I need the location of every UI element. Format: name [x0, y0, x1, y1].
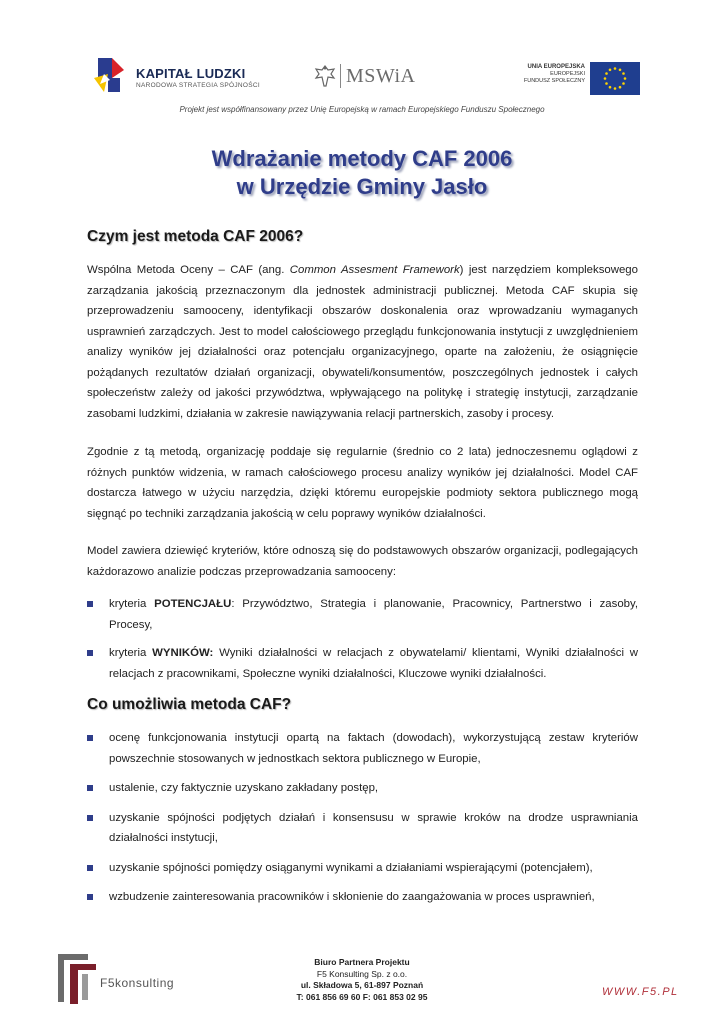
- p1-after: ) jest narzędziem kompleksowego zarządzania jakością przeznaczonym dla jednostek administracji publicznej. Metoda CAF skupia się przeprowadzeniu samooceny, identyfikacji obszarów doskonalenia oraz wprowadzaniu wymaganych usprawnień zarządczych. Jest to model całościowego przeglądu funkcjonowania instytucji z uwzględnieniem analizy wyników jej działalności oraz potencjału organizacyjnego, oparte na założeniu, że osiągnięcie pożądanych rezultatów działań organizacji, obywateli/konsumentów, poszczególnych jednostek i całych społeczeństw zależy od jakości przywództwa, wpływającego na politykę i strategię instytucji, zarządzanie zasobami ludzkimi, działania w zakresie nawiązywania relacji partnerskich, zasoby i procesy.: [87, 264, 638, 420]
- mswia-logo: [314, 62, 434, 90]
- criteria-list: [87, 594, 638, 684]
- list-item: [87, 594, 638, 635]
- benefit-text: uzyskanie spójności podjętych działań i konsensusu w sprawie kroków na drodze usprawniania działalności instytucji,: [109, 811, 638, 844]
- bullet-square-icon: [87, 785, 93, 791]
- benefit-text: wzbudzenie zainteresowania pracowników i skłonienie do zaangażowania w proces usprawnień,: [109, 891, 595, 903]
- criteria-bold: POTENCJAŁU: [154, 598, 232, 610]
- bullet-square-icon: [87, 735, 93, 741]
- criteria-prefix: kryteria: [109, 598, 155, 610]
- p1-italic: Common Assesment Framework: [289, 264, 460, 276]
- eu-text-line2: EUROPEJSKI: [550, 71, 585, 77]
- criteria-text: Wyniki działalności w relacjach z obywatelami/ klientami, Wyniki działalności w relacjach z pracownikami, Społeczne wyniki działalności, Kluczowe wyniki działalności.: [109, 647, 638, 680]
- eu-text: [505, 64, 585, 85]
- criteria-bold: WYNIKÓW:: [152, 647, 214, 659]
- paragraph-2: Zgodnie z tą metodą, organizację poddaje się regularnie (średnio co 2 lata) jednoczesnemu oglądowi z różnych punktów widzenia, w ramach całościowego procesu analizy wyników jej działalności. Model CAF dostarcza łatwego w użyciu narzędzia, dzięki któremu europejskie podmioty sektora publicznego mogą sięgnąć po techniki zarządzania jakością w celu poprawy wyników działalności.: [87, 446, 638, 520]
- footer-line3: ul. Składowa 5, 61-897 Poznań: [300, 980, 424, 990]
- main-content: [87, 228, 638, 917]
- paragraph-1: [87, 260, 638, 424]
- title-line2: w Urzędzie Gminy Jasło: [236, 174, 488, 199]
- list-item: [87, 643, 638, 684]
- list-item: [87, 728, 638, 769]
- benefits-list: [87, 728, 638, 908]
- benefit-text: ocenę funkcjonowania instytucji opartą na faktach (dowodach), wykorzystującą zestaw kryteriów powszechnie stosowanych w jednostkach sektora publicznego w Europie,: [109, 732, 638, 765]
- title-line1: Wdrażanie metody CAF 2006: [211, 146, 513, 171]
- mswia-separator: [340, 64, 341, 88]
- section1-heading: Czym jest metoda CAF 2006?: [87, 228, 304, 245]
- bullet-square-icon: [87, 650, 93, 656]
- eu-text-line1: UNIA EUROPEJSKA: [527, 64, 585, 70]
- bullet-square-icon: [87, 601, 93, 607]
- bullet-square-icon: [87, 865, 93, 871]
- kapital-ludzki-name: KAPITAŁ LUDZKI: [136, 66, 246, 81]
- benefit-text: uzyskanie spójności pomiędzy osiąganymi wynikami a działaniami wspierającymi (potencjałem),: [109, 861, 593, 874]
- section2-heading: Co umożliwia metoda CAF?: [87, 696, 292, 713]
- eu-logo: [510, 62, 640, 96]
- p1-before: Wspólna Metoda Oceny – CAF (ang.: [87, 264, 290, 276]
- eagle-emblem-icon: [314, 64, 336, 88]
- list-item: [87, 808, 638, 849]
- page-title: [0, 145, 724, 201]
- list-item: [87, 858, 638, 879]
- criteria-prefix: kryteria: [109, 647, 153, 659]
- logo-bar: [90, 50, 640, 100]
- cofinance-note: Projekt jest współfinansowany przez Unię Europejską w ramach Europejskiego Funduszu Społecznego: [179, 105, 545, 114]
- kapital-ludzki-logo: [90, 56, 265, 96]
- criteria-text: : Przywództwo, Strategia i planowanie, Pracownicy, Partnerstwo i zasoby, Procesy,: [109, 598, 638, 631]
- mswia-text: MSWiA: [346, 65, 416, 87]
- eu-text-line3: FUNDUSZ SPOŁECZNY: [523, 78, 585, 84]
- footer-line2: F5 Konsulting Sp. z o.o.: [316, 968, 408, 979]
- footer-website-link[interactable]: WWW.F5.PL: [602, 986, 679, 998]
- bullet-square-icon: [87, 894, 93, 900]
- f5-logo-text: F5konsulting: [100, 976, 175, 990]
- list-item: [87, 887, 638, 908]
- footer-contact: [230, 957, 494, 1003]
- footer-line1: Biuro Partnera Projektu: [314, 957, 410, 967]
- f5-konsulting-logo: [56, 950, 186, 1006]
- kapital-ludzki-subtitle: NARODOWA STRATEGIA SPÓJNOŚCI: [136, 82, 260, 89]
- kapital-ludzki-mark-icon: [90, 56, 130, 96]
- bullet-square-icon: [87, 815, 93, 821]
- eu-flag-icon: [590, 62, 640, 95]
- benefit-text: ustalenie, czy faktycznie uzyskano zakładany postęp,: [109, 782, 379, 794]
- footer-line4: T: 061 856 69 60 F: 061 853 02 95: [296, 991, 428, 1002]
- paragraph-3: Model zawiera dziewięć kryteriów, które odnoszą się do podstawowych obszarów organizacji, podlegających każdorazowo analizie podczas przeprowadzania samooceny:: [87, 545, 638, 578]
- f5-mark-icon: [56, 950, 100, 1006]
- list-item: [87, 778, 638, 799]
